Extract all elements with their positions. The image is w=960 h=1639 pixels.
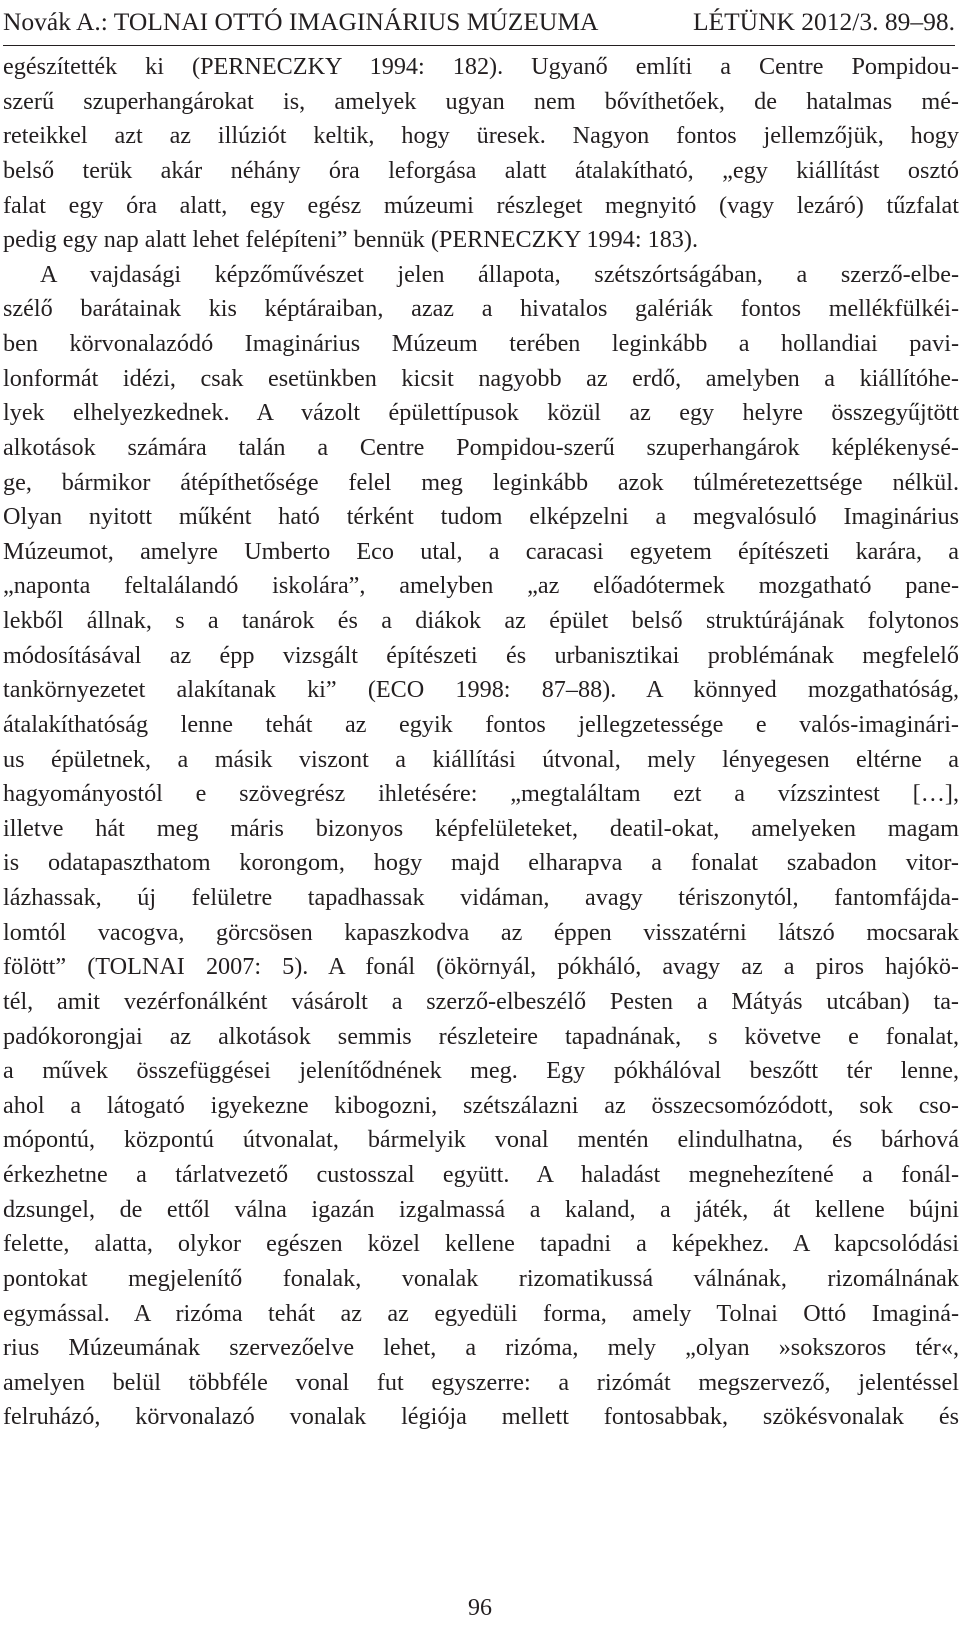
text-line: A vajdasági képzőművészet jelen állapota, szétszórtságában, a szerző-elbe- <box>40 260 959 288</box>
text-line: módosításával az épp vizsgált építészeti és urbanisztikai problémának megfelelő <box>3 641 959 669</box>
text-line: rius Múzeumának szervezőelve lehet, a rizóma, mely „olyan »sokszoros tér«, <box>3 1334 959 1362</box>
text-line: mópontú, központú útvonalat, bármelyik vonal mentén elindulhatna, és bárhová <box>3 1126 959 1154</box>
page-number: 96 <box>468 1595 492 1621</box>
text-line: „naponta feltalálandó iskolára”, amelyben „az előadótermek mozgatható pane- <box>3 572 959 600</box>
text-line: falat egy óra alatt, egy egész múzeumi részleget megnyitó (vagy lezáró) tűzfalat <box>3 191 959 219</box>
text-line: us épületnek, a másik viszont a kiállítási útvonal, mely lényegesen eltérne a <box>3 745 959 773</box>
text-line: egészítették ki (PERNECZKY 1994: 182). Ugyanő említi a Centre Pompidou- <box>3 53 959 80</box>
text-line: pontokat megjelenítő fonalak, vonalak rizomatikussá válnának, rizomálnának <box>3 1264 959 1292</box>
text-line: dzsungel, de ettől válna igazán izgalmassá a kaland, a játék, át kellene bújni <box>3 1195 959 1223</box>
text-line: belső terük akár néhány óra leforgása alatt átalakítható, „egy kiállítást osztó <box>3 156 959 184</box>
text-line: érkezhetne a tárlatvezető custosszal együtt. A haladást megnehezítené a fonál- <box>3 1161 959 1188</box>
text-line: hagyományostól e szövegrész ihletésére: „megtaláltam ezt a vízszintest […], <box>3 780 959 808</box>
text-line: pedig egy nap alatt lehet felépíteni” bennük (PERNECZKY 1994: 183). <box>3 226 698 254</box>
text-line: a művek összefüggései jelenítődnének meg. Egy pókhálóval beszőtt tér lenne, <box>3 1057 959 1085</box>
text-line: ahol a látogató igyekezne kibogozni, szétszálazni az összecsomózódott, sok cso- <box>3 1091 959 1119</box>
text-line: is odatapaszthatom korongom, hogy majd elharapva a fonalat szabadon vitor- <box>3 849 959 877</box>
header-author-title: Novák A.: TOLNAI OTTÓ IMAGINÁRIUS MÚZEUMA <box>3 7 599 36</box>
text-line: egymással. A rizóma tehát az az egyedüli forma, amely Tolnai Ottó Imaginá- <box>3 1299 959 1327</box>
text-line: ben körvonalazódó Imaginárius Múzeum terében leginkább a hollandiai pavi- <box>3 330 959 357</box>
text-line: illetve hát meg máris bizonyos képfelületeket, deatil-okat, amelyeken magam <box>3 814 959 842</box>
text-line: padókorongjai az alkotások semmis részleteire tapadnának, s követve e fonalat, <box>3 1022 959 1050</box>
text-line: lonformát idézi, csak esetünkben kicsit nagyobb az erdő, amelyben a kiállítóhe- <box>3 364 959 392</box>
text-line: lomtól vacogva, görcsösen kapaszkodva az éppen visszatérni látszó mocsarak <box>3 918 959 946</box>
text-line: amelyen belül többféle vonal fut egyszerre: a rizómát megszervező, jelentéssel <box>3 1368 959 1396</box>
text-line: fölött” (TOLNAI 2007: 5). A fonál (ökörnyál, pókháló, avagy az a piros hajókö- <box>3 953 959 981</box>
text-line: szélő barátainak kis képtáraiban, azaz a hivatalos galériák fontos mellékfülkéi- <box>3 295 959 323</box>
text-line: lázhassak, új felületre tapadhassak vidáman, avagy tériszonytól, fantomfájda- <box>3 884 959 911</box>
text-line: ge, bármikor átépíthetősége felel meg leginkább azok túlméretezettsége nélkül. <box>3 468 959 496</box>
text-line: reteikkel azt az illúziót keltik, hogy üresek. Nagyon fontos jellemzőjük, hogy <box>3 122 959 150</box>
text-line: felruházó, körvonalazó vonalak légiója mellett fontosabbak, szökésvonalak és <box>3 1403 959 1431</box>
text-line: tél, amit vezérfonálként vásárolt a szerző-elbeszélő Pesten a Mátyás utcában) ta- <box>3 987 959 1015</box>
body-text <box>3 50 959 1435</box>
text-line: lekből állnak, s a tanárok és a diákok az épület belső struktúrájának folytonos <box>3 607 959 634</box>
text-line: Olyan nyitott műként ható térként tudom elképzelni a megvalósuló Imaginárius <box>3 503 959 531</box>
text-line: felette, alatta, olykor egészen közel kellene tapadni a képekhez. A kapcsolódási <box>3 1230 959 1258</box>
text-line: alkotások számára talán a Centre Pompidou-szerű szuperhangárok képlékenysé- <box>3 433 959 461</box>
header-rule <box>3 45 955 46</box>
text-line: lyek elhelyezkednek. A vázolt épülettípusok közül az egy helyre összegyűjtött <box>3 399 959 427</box>
running-header <box>3 4 955 40</box>
header-journal-citation: LÉTÜNK 2012/3. 89–98. <box>692 7 955 36</box>
text-line: Múzeumot, amelyre Umberto Eco utal, a caracasi egyetem építészeti karára, a <box>3 537 959 565</box>
text-line: tankörnyezetet alakítanak ki” (ECO 1998: 87–88). A könnyed mozgathatóság, <box>3 676 959 704</box>
text-line: szerű szuperhangárokat is, amelyek ugyan nem bővíthetőek, de hatalmas mé- <box>3 87 959 115</box>
text-line: átalakíthatóság lenne tehát az egyik fontos jellegzetessége e valós-imaginári- <box>3 710 959 738</box>
